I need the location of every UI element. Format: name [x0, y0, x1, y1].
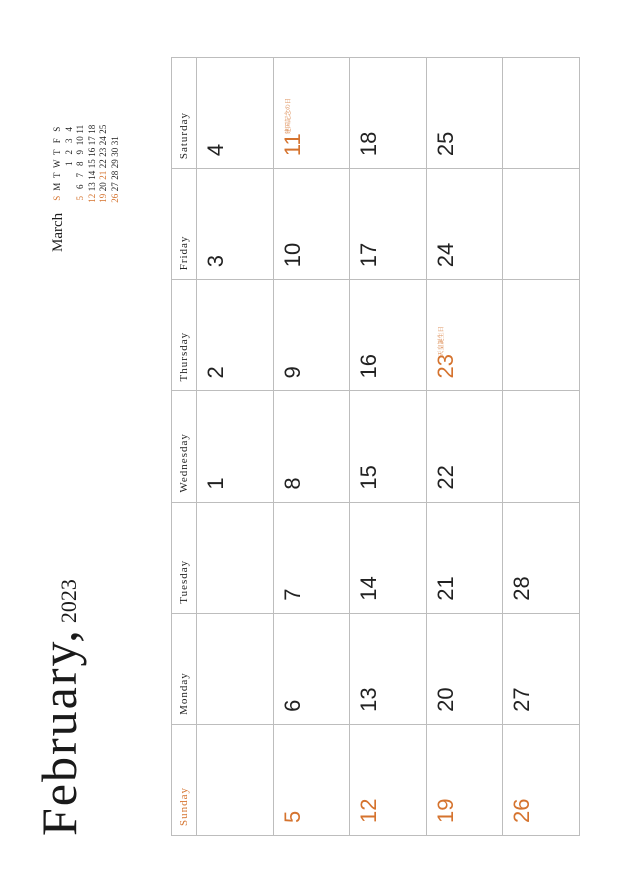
weekday-header: Thursday: [172, 279, 197, 390]
mini-weekday-header: S: [52, 195, 62, 201]
day-cell: [503, 502, 580, 613]
day-cell: [350, 502, 427, 613]
mini-day: 14: [86, 170, 97, 180]
day-cell: [274, 724, 351, 835]
mini-day: 7: [75, 173, 85, 178]
mini-weekday-header: F: [52, 138, 62, 144]
mini-day: 20: [98, 182, 108, 192]
day-number: 13: [356, 687, 382, 712]
day-cell: [274, 390, 351, 501]
mini-weekday-row: [52, 64, 64, 204]
day-number: 3: [203, 255, 228, 268]
mini-day: 6: [75, 184, 85, 189]
day-cell: [503, 168, 580, 279]
day-number: 11: [279, 133, 305, 157]
day-cell: [197, 613, 274, 724]
day-number: 5: [279, 810, 305, 823]
day-cell: [197, 57, 274, 168]
mini-day: 18: [86, 124, 97, 134]
mini-day: 25: [98, 124, 108, 134]
mini-day: 21: [98, 170, 108, 180]
day-cell: [274, 279, 351, 390]
mini-day: 1: [63, 161, 74, 166]
mini-weekday-header: M: [52, 182, 62, 191]
mini-day: 10: [75, 136, 85, 146]
day-cell: [427, 390, 504, 501]
mini-day: 24: [98, 136, 108, 146]
day-number: 18: [356, 131, 382, 157]
month-title: February,: [31, 628, 87, 836]
day-number: 14: [356, 576, 382, 601]
day-number: 10: [279, 242, 305, 268]
mini-week-row: [64, 64, 76, 204]
mini-day: [64, 181, 76, 193]
day-cell: [503, 390, 580, 501]
day-number: 7: [279, 588, 305, 601]
weekday-header: Wednesday: [172, 390, 197, 501]
mini-day: 4: [63, 127, 74, 132]
mini-day: 22: [98, 159, 108, 169]
day-cell: [503, 279, 580, 390]
weekday-header: Friday: [172, 168, 197, 279]
mini-day: 9: [75, 150, 85, 155]
page-title: [30, 336, 110, 836]
mini-calendar: [52, 64, 121, 204]
day-cell: [503, 724, 580, 835]
mini-week-row: [87, 64, 99, 204]
day-cell: [274, 168, 351, 279]
mini-weekday-header: T: [52, 149, 62, 155]
day-number: 9: [279, 366, 305, 379]
mini-day: 31: [109, 136, 120, 146]
day-cell: [350, 279, 427, 390]
mini-day: 27: [109, 182, 120, 192]
mini-week-row: [110, 64, 122, 204]
day-cell: [350, 168, 427, 279]
mini-day: 19: [98, 193, 108, 203]
day-number: 24: [432, 242, 458, 268]
mini-day: [64, 170, 76, 182]
mini-week-row: [98, 64, 110, 204]
day-number: 6: [279, 699, 305, 712]
mini-weekday-header: W: [52, 159, 62, 168]
mini-day: 13: [86, 182, 97, 192]
day-cell: [350, 57, 427, 168]
mini-day: 29: [109, 159, 120, 169]
weekday-header: Monday: [172, 613, 197, 724]
day-cell: [427, 279, 504, 390]
day-cell: [427, 168, 504, 279]
day-number: 20: [432, 687, 458, 712]
mini-calendar-title: March: [50, 212, 66, 252]
day-cell: [274, 613, 351, 724]
mini-day: 3: [63, 138, 74, 143]
day-cell: [427, 502, 504, 613]
day-cell: [274, 502, 351, 613]
day-number: 2: [203, 366, 228, 379]
mini-day: 12: [86, 193, 97, 203]
holiday-label: 建国記念の日: [284, 98, 292, 135]
mini-day: 30: [109, 147, 120, 157]
mini-day: 5: [75, 196, 85, 201]
mini-day: 8: [75, 161, 85, 166]
day-number: 19: [432, 798, 458, 823]
mini-day: 2: [63, 150, 74, 155]
day-cell: [350, 390, 427, 501]
day-cell: [197, 724, 274, 835]
day-number: 15: [356, 465, 382, 490]
day-number: 4: [203, 143, 228, 157]
day-cell: [197, 279, 274, 390]
day-number: 12: [356, 798, 382, 823]
day-cell: [197, 502, 274, 613]
mini-day: [110, 124, 122, 136]
day-number: 8: [279, 477, 305, 490]
day-number: 22: [432, 465, 458, 490]
day-cell: [197, 168, 274, 279]
mini-day: 17: [86, 136, 97, 146]
day-cell: [197, 390, 274, 501]
day-number: 23: [432, 353, 458, 379]
mini-week-row: [75, 64, 87, 204]
day-number: 16: [356, 353, 382, 379]
mini-day: 15: [86, 159, 97, 169]
mini-day: 16: [86, 147, 97, 157]
day-cell: [427, 613, 504, 724]
day-number: 21: [432, 576, 458, 601]
mini-weekday-header: T: [52, 172, 62, 178]
holiday-label: 天皇誕生日: [437, 326, 445, 357]
day-cell: [427, 724, 504, 835]
day-cell: [427, 57, 504, 168]
mini-weekday-header: S: [52, 126, 62, 132]
mini-day: 11: [75, 124, 85, 134]
day-number: 17: [356, 242, 382, 268]
mini-day: 23: [98, 147, 108, 157]
day-cell: [350, 724, 427, 835]
month-grid: [171, 57, 580, 836]
day-number: 26: [509, 798, 535, 823]
day-number: 28: [509, 576, 535, 601]
weekday-header: Sunday: [172, 724, 197, 835]
day-cell: [350, 613, 427, 724]
day-number: 27: [509, 687, 535, 712]
day-cell: [503, 57, 580, 168]
year-title: 2023: [56, 579, 81, 624]
weekday-header: Saturday: [172, 57, 197, 168]
day-number: 25: [432, 131, 458, 157]
mini-day: 28: [109, 170, 120, 180]
day-cell: [503, 613, 580, 724]
day-cell: [274, 57, 351, 168]
mini-day: [64, 193, 76, 205]
mini-day: 26: [109, 193, 120, 203]
weekday-header: Tuesday: [172, 502, 197, 613]
day-number: 1: [203, 477, 228, 490]
